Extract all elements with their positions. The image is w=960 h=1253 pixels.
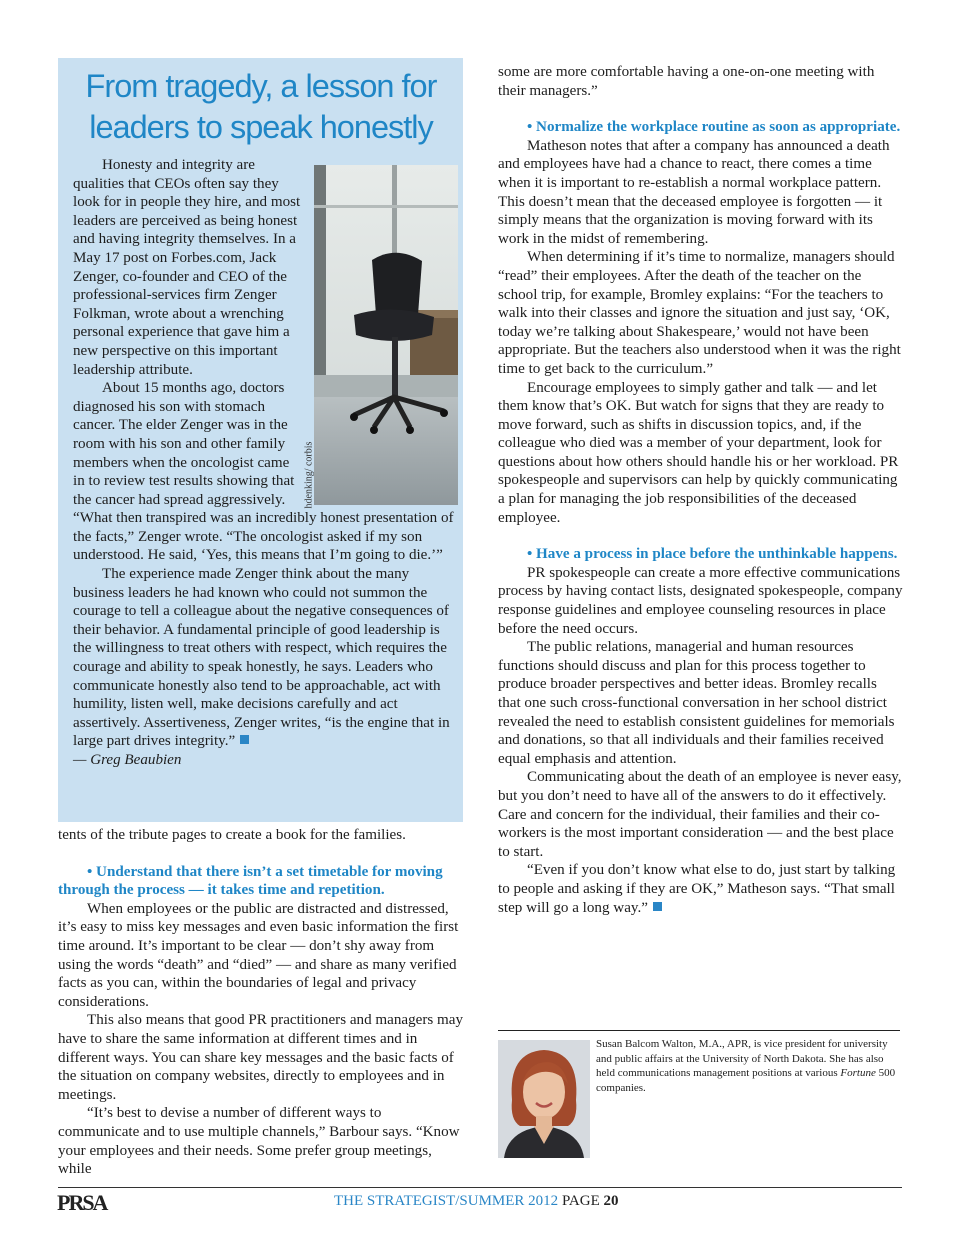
end-mark-icon (653, 902, 662, 911)
end-mark-icon (240, 735, 249, 744)
left-paragraph: tents of the tribute pages to create a book for the families. (58, 827, 406, 843)
sidebar-paragraph-text: The experience made Zenger think about the many business leaders he had known who could not summon the courage to tell a colleague about the negative consequences of their behavior. A fundamental principle of good leadership is the willingness to treat others with respect, which requires the courage and ability to speak honestly, he says. Leaders who communicate honestly also tend to be approachable, act with humility, listen well, make decisions carefully and act assertively. Assertiveness, Zenger writes, “is the engine that in large part drives integrity.” (73, 566, 450, 750)
right-paragraph: Matheson notes that after a company has announced a death and employees have had a chance to react, there comes a time when it is important to re-establish a normal workplace pattern. This doesn’t mean that the deceased employee is forgotten — it simply means that the organization is moving forward with its work in the midst of remembering. (498, 137, 890, 247)
photo-credit (296, 428, 324, 508)
right-paragraph (498, 861, 903, 917)
author-headshot (498, 1040, 590, 1158)
right-paragraph: When determining if it’s time to normalize, managers should “read” their employees. After the death of the teacher on the school trip, for example, Bromley explains: “For the teachers to walk into their classes and ignore the situation and just say, ‘OK, today we’re talking about Shakespeare,’ would not have been appropriate. But the teachers also understood when it was the right time to get back to the curriculum.” (498, 249, 901, 377)
right-paragraph: Communicating about the death of an employee is never easy, but you don’t need to have all of the answers to do it effectively. Care and concern for the individual, their families and their co-workers is the most important consideration — and the best place to start. (498, 769, 902, 860)
footer-publication (334, 1193, 618, 1210)
bio-text-end: 500 companies. (596, 1067, 896, 1094)
photo-credit-text: hdenking/ corbis (303, 441, 315, 509)
left-subheading: • Understand that there isn’t a set timetable for moving through the process — it takes time and repetition. (58, 863, 443, 899)
right-paragraph: PR spokespeople can create a more effective communications process by having contact lists, designated spokespeople, company response guidelines and employee counseling resources in place before the need occurs. (498, 564, 903, 637)
prsa-logo: PRSA (57, 1190, 107, 1215)
footer-page-number: 20 (603, 1193, 619, 1209)
right-column (498, 63, 903, 917)
right-paragraph-text: “Even if you don’t know what else to do, just start by talking to people and asking if they are OK,” Matheson says. “That small step will go a long way.” (498, 862, 896, 916)
left-column (58, 826, 463, 1179)
sidebar-paragraph (73, 565, 455, 751)
right-subheading: • Normalize the workplace routine as soon as appropriate. (527, 119, 901, 136)
footer-page-label: PAGE (561, 1193, 600, 1209)
bio-divider (498, 1030, 900, 1031)
footer-publication-name: THE STRATEGIST/SUMMER 2012 (334, 1193, 559, 1209)
left-paragraph: This also means that good PR practitioners and managers may have to share the same information at different times and in different ways. You can share key messages and the basic facts of the situation on company websites, directly to employees and in meetings. (58, 1012, 464, 1103)
sidebar-title: From tragedy, a lesson for leaders to speak honestly (85, 68, 437, 145)
footer-rule (58, 1187, 902, 1188)
sidebar-byline: — Greg Beaubien (73, 752, 182, 768)
right-paragraph: Encourage employees to simply gather and talk — and let them know that’s OK. But watch for signs that they are ready to move forward, such as shifts in discussion topics, and, if the colleague who died was a member of your department, look for questions about how others should handle his or her workload. PR spokespeople and supervisors can help by quickly communicating a plan for managing the job responsibilities of the deceased employee. (498, 379, 899, 526)
right-paragraph: some are more comfortable having a one-on-one meeting with their managers.” (498, 64, 875, 99)
bio-text: Susan Balcom Walton, M.A., APR, is vice president for university and public affairs at the University of North Dakota. She has also held communications management positions at various (596, 1038, 888, 1080)
right-paragraph: The public relations, managerial and human resources functions should discuss and plan for this process together to produce broader perspectives and better ideas. Bromley recalls that one such cross-functional conversation in her school district revealed the need to establish consistent guidelines for memorials and donations, so that all individuals and their families received equal emphasis and attention. (498, 639, 895, 767)
sidebar-paragraph: About 15 months ago, doctors diagnosed his son with stomach cancer. The elder Zenger was in the room with his son and other family members when the oncologist came in to review test results showing that the cancer had spread aggressively. “What then transpired was an incredibly honest presentation of the facts,” Zenger wrote. “The oncologist asked if my son understood. He said, ‘Yes, this means that I’m going to die.’” (73, 380, 454, 564)
left-paragraph: “It’s best to devise a number of different ways to communicate and to use multiple channels,” Barbour says. “Know your employees and their needs. Some prefer group meetings, while (58, 1105, 460, 1178)
sidebar-paragraph: Honesty and integrity are qualities that CEOs often say they look for in people they hire, and most leaders are perceived as being honest and having integrity themselves. In a May 17 post on Forbes.com, Jack Zenger, co-founder and CEO of the professional-services firm Zenger Folkman, wrote about a wrenching personal experience that gave him a new perspective on this important leadership attribute. (73, 157, 301, 378)
office-chair-photo (314, 165, 458, 505)
right-subheading: • Have a process in place before the unthinkable happens. (527, 546, 898, 563)
left-paragraph: When employees or the public are distracted and distressed, it’s easy to miss key messages and even basic information the first time around. It’s important to be clear — don’t shy away from using the words “death” and “died” — and share as many verified facts as you can, within the boundaries of legal and privacy considerations. (58, 900, 459, 1010)
author-bio (596, 1037, 902, 1095)
bio-italic: Fortune (840, 1067, 876, 1080)
